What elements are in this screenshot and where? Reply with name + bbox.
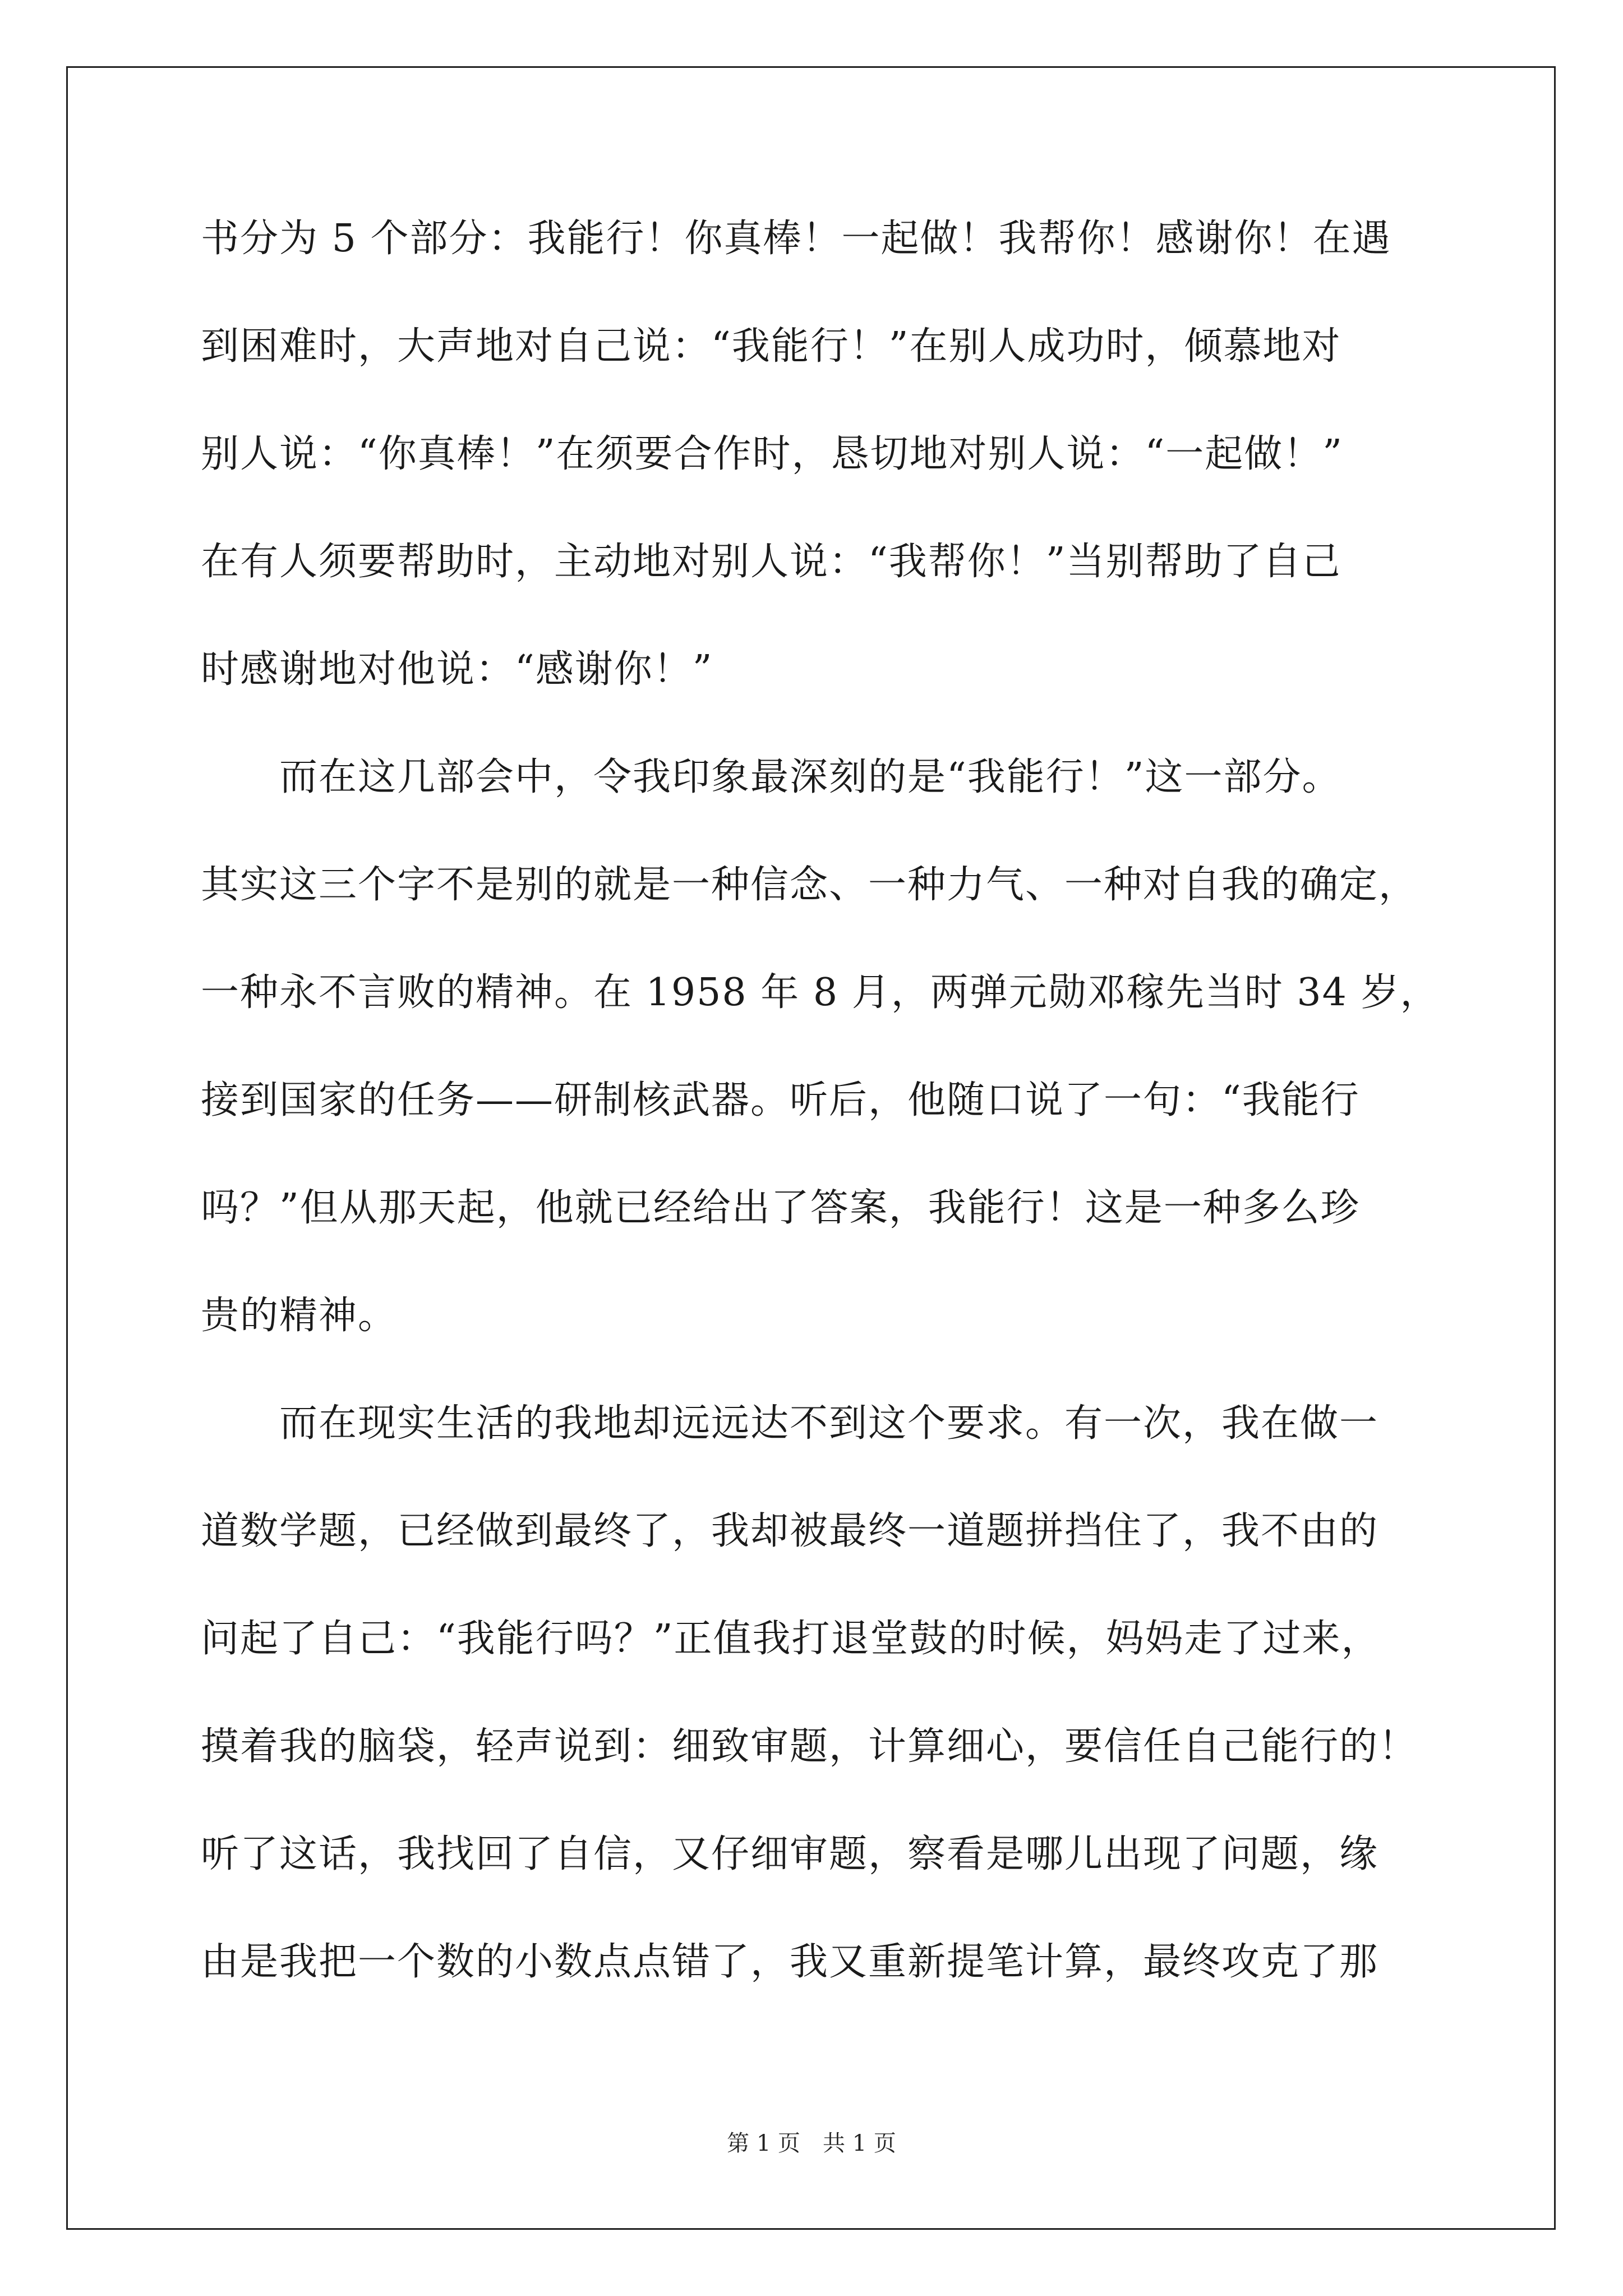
text-line: 而在这几部会中，令我印象最深刻的是“我能行！”这一部分。 (279, 755, 1341, 799)
text-line: 别人说：“你真棒！”在须要合作时，恳切地对别人说：“一起做！” (201, 432, 1344, 476)
text-line: 书分为 5 个部分：我能行！你真棒！一起做！我帮你！感谢你！在遇 (201, 217, 1391, 261)
text-line: 时感谢地对他说：“感谢你！” (201, 647, 713, 692)
document-body (201, 217, 1463, 2051)
text-line: 到困难时，大声地对自己说：“我能行！”在别人成功时，倾慕地对 (201, 324, 1341, 369)
text-line: 道数学题，已经做到最终了，我却被最终一道题拼挡住了，我不由的 (201, 1509, 1379, 1553)
text-line: 摸着我的脑袋，轻声说到：细致审题，计算细心，要信任自己能行的！ (201, 1724, 1418, 1769)
text-line: 问起了自己：“我能行吗？”正值我打退堂鼓的时候，妈妈走了过来， (201, 1617, 1381, 1661)
text-line: 接到国家的任务——研制核武器。听后，他随口说了一句：“我能行 (201, 1078, 1360, 1122)
text-line: 而在现实生活的我地却远远达不到这个要求。有一次，我在做一 (279, 1401, 1379, 1446)
text-line: 听了这话，我找回了自信，又仔细审题，察看是哪儿出现了问题，缘 (201, 1832, 1379, 1876)
text-line: 由是我把一个数的小数点点错了，我又重新提笔计算，最终攻克了那 (201, 1940, 1379, 1984)
text-line: 在有人须要帮助时，主动地对别人说：“我帮你！”当别帮助了自己 (201, 540, 1341, 584)
text-line: 其实这三个字不是别的就是一种信念、一种力气、一种对自我的确定， (201, 863, 1418, 907)
text-line: 吗？”但从那天起，他就已经给出了答案，我能行！这是一种多么珍 (201, 1186, 1360, 1230)
text-line: 一种永不言败的精神。在 1958 年 8 月，两弹元勋邓稼先当时 34 岁， (201, 970, 1440, 1015)
text-line: 贵的精神。 (201, 1294, 398, 1338)
page-number-footer: 第 1 页 共 1 页 (727, 2131, 896, 2156)
